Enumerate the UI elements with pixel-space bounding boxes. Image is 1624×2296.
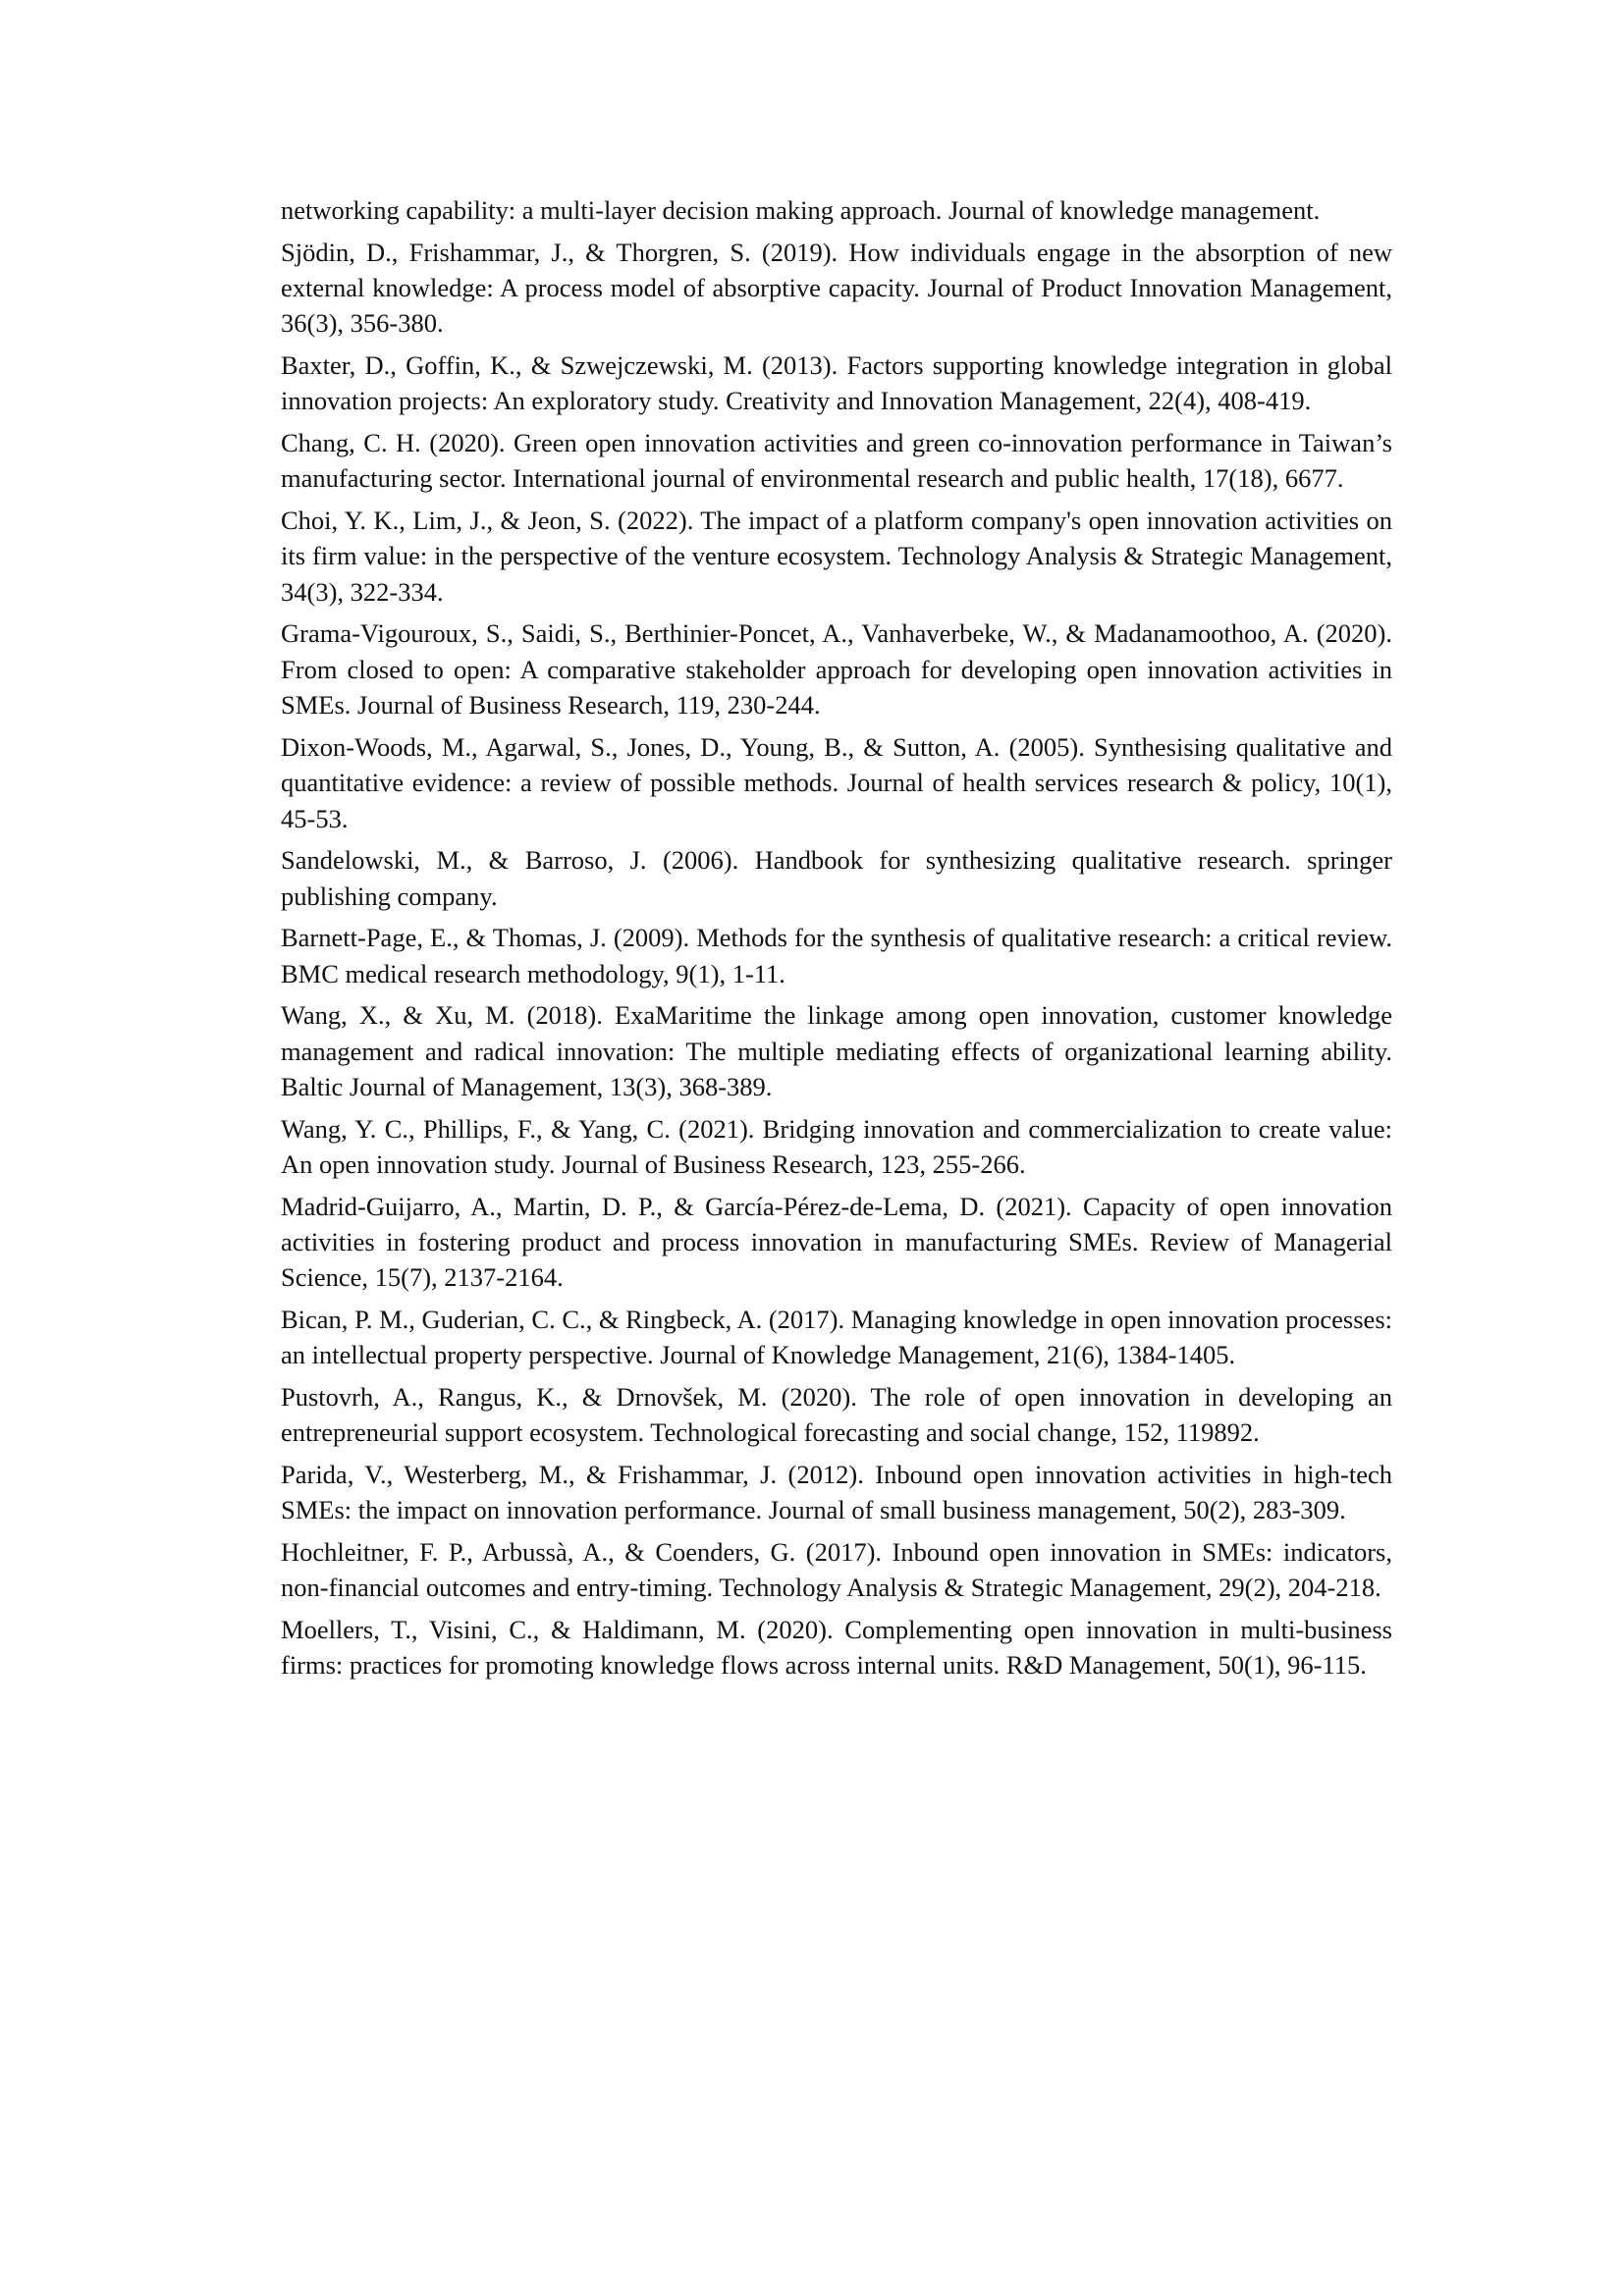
reference-list (281, 192, 1392, 1689)
reference-entry: Barnett-Page, E., & Thomas, J. (2009). Methods for the synthesis of qualitative research: a critical review. BMC medical research methodology, 9(1), 1-11. (281, 923, 1392, 988)
reference-entry: Hochleitner, F. P., Arbussà, A., & Coenders, G. (2017). Inbound open innovation in SMEs: indicators, non-financial outcomes and entry-timing. Technology Analysis & Strategic Management, 29(2), 204-218. (281, 1537, 1392, 1603)
reference-entry: Wang, Y. C., Phillips, F., & Yang, C. (2021). Bridging innovation and commercialization to create value: An open innovation study. Journal of Business Research, 123, 255-266. (281, 1113, 1392, 1180)
reference-entry: Dixon-Woods, M., Agarwal, S., Jones, D., Young, B., & Sutton, A. (2005). Synthesising qualitative and quantitative evidence: a review of possible methods. Journal of health services research & policy, 10(1), 45-53. (281, 731, 1392, 833)
reference-entry: Madrid-Guijarro, A., Martin, D. P., & García-Pérez-de-Lema, D. (2021). Capacity of open innovation activities in fostering product and process innovation in manufacturing SMEs. Review of Managerial Science, 15(7), 2137-2164. (281, 1191, 1392, 1293)
reference-entry: Chang, C. H. (2020). Green open innovation activities and green co-innovation performance in Taiwan’s manufacturing sector. International journal of environmental research and public health, 17(18), 6677. (281, 428, 1392, 494)
reference-entry: Choi, Y. K., Lim, J., & Jeon, S. (2022). The impact of a platform company's open innovation activities on its firm value: in the perspective of the venture ecosystem. Technology Analysis & Strategic Management, 34(3), 322-334. (281, 506, 1392, 607)
reference-entry: Grama-Vigouroux, S., Saidi, S., Berthinier-Poncet, A., Vanhaverbeke, W., & Madanamoothoo, A. (2020). From closed to open: A comparative stakeholder approach for developing open innovation activities in SMEs. Journal of Business Research, 119, 230-244. (281, 618, 1392, 721)
reference-entry: Moellers, T., Visini, C., & Haldimann, M. (2020). Complementing open innovation in multi‐business firms: practices for promoting knowledge flows across internal units. R&D Management, 50(1), 96-115. (281, 1615, 1392, 1681)
reference-entry: Baxter, D., Goffin, K., & Szwejczewski, M. (2013). Factors supporting knowledge integration in global innovation projects: An exploratory study. Creativity and Innovation Management, 22(4), 408-419. (281, 350, 1392, 416)
reference-entry: Sandelowski, M., & Barroso, J. (2006). Handbook for synthesizing qualitative research. springer publishing company. (281, 845, 1392, 911)
reference-entry: Wang, X., & Xu, M. (2018). ExaMaritime the linkage among open innovation, customer knowledge management and radical innovation: The multiple mediating effects of organizational learning ability. Baltic Journal of Management, 13(3), 368-389. (281, 1000, 1392, 1102)
reference-entry: Sjödin, D., Frishammar, J., & Thorgren, S. (2019). How individuals engage in the absorption of new external knowledge: A process model of absorptive capacity. Journal of Product Innovation Management, 36(3), 356-380. (281, 237, 1392, 339)
reference-entry-continued: networking capability: a multi-layer decision making approach. Journal of knowledge management. (281, 195, 1321, 225)
reference-entry: Bican, P. M., Guderian, C. C., & Ringbeck, A. (2017). Managing knowledge in open innovation processes: an intellectual property perspective. Journal of Knowledge Management, 21(6), 1384-1405. (281, 1305, 1392, 1370)
reference-entry: Parida, V., Westerberg, M., & Frishammar, J. (2012). Inbound open innovation activities in high‐tech SMEs: the impact on innovation performance. Journal of small business management, 50(2), 283-309. (281, 1460, 1392, 1525)
reference-entry: Pustovrh, A., Rangus, K., & Drnovšek, M. (2020). The role of open innovation in developing an entrepreneurial support ecosystem. Technological forecasting and social change, 152, 119892. (281, 1382, 1392, 1448)
